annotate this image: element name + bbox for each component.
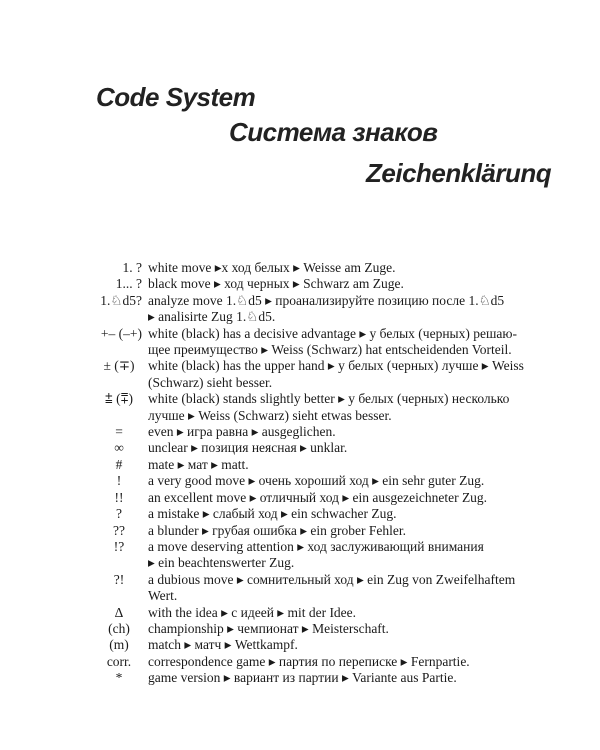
legend-description: analyze move 1.♘d5 ▸ проанализируйте позицию после 1.♘d5 ▸ analisirte Zug 1.♘d5.: [148, 292, 505, 325]
legend-symbol: +– (–+): [100, 325, 142, 341]
legend-symbol: =: [115, 424, 123, 440]
legend-symbol: ⩲ (⩱): [104, 391, 134, 407]
legend-row: [96, 358, 536, 391]
legend-symbol: 1... ?: [115, 276, 142, 292]
legend-row: [96, 391, 536, 424]
legend-symbol: Δ: [114, 604, 124, 620]
legend-description: a mistake ▸ слабый ход ▸ ein schwacher Zug.: [148, 506, 397, 522]
legend-row: [96, 605, 536, 621]
legend-row: [96, 490, 536, 506]
legend-symbol: ± (∓): [103, 358, 135, 374]
legend-description: a dubious move ▸ сомнительный ход ▸ ein Zug von Zweifelhaftem Wert.: [148, 571, 516, 604]
legend-description: game version ▸ вариант из партии ▸ Variante aus Partie.: [148, 670, 457, 686]
legend-symbol: ?: [116, 506, 122, 522]
legend-row: [96, 293, 536, 326]
legend-row: [96, 539, 536, 572]
legend-description: black move ▸ ход черных ▸ Schwarz am Zuge.: [148, 276, 404, 292]
legend-symbol: *: [115, 670, 123, 686]
legend-description: match ▸ матч ▸ Wettkampf.: [148, 637, 298, 653]
legend-symbol: ?!: [113, 571, 125, 587]
legend-description: championship ▸ чемпионат ▸ Meisterschaft.: [148, 620, 389, 636]
legend-row: [96, 473, 536, 489]
legend-row: [96, 326, 536, 359]
legend-description: white move ▸х ход белых ▸ Weisse am Zuge.: [148, 260, 396, 275]
legend-symbol: 1. ?: [122, 260, 142, 275]
legend-description: even ▸ игра равна ▸ ausgeglichen.: [148, 424, 336, 440]
legend-row: [96, 572, 536, 605]
legend-row: [96, 621, 536, 637]
legend-description: an excellent move ▸ отличный ход ▸ ein ausgezeichneter Zug.: [148, 489, 488, 505]
legend-description: white (black) stands slightly better ▸ у белых (черных) несколько лучше ▸ Weiss (Schwarz) sieht etwas besser.: [148, 391, 510, 423]
title-german: Zeichenklärunq: [366, 158, 552, 188]
legend-description: correspondence game ▸ партия по переписке ▸ Fernpartie.: [148, 653, 470, 669]
legend-row: [96, 523, 536, 539]
legend-symbol: #: [115, 456, 123, 472]
legend-row: [96, 440, 536, 456]
legend-description: white (black) has a decisive advantage ▸ у белых (черных) решаю- щее преимущество ▸ Weiss (Schwarz) hat entscheidenden Vorteil.: [148, 325, 517, 358]
title-english: Code System: [96, 82, 256, 112]
legend-symbol: !: [116, 473, 122, 489]
legend-symbol: ∞: [114, 440, 124, 456]
legend-symbol: (m): [109, 637, 129, 653]
legend-row: [96, 506, 536, 522]
legend-row: [96, 670, 536, 686]
legend-row: [96, 654, 536, 670]
legend-description: a blunder ▸ грубая ошибка ▸ ein grober Fehler.: [148, 522, 406, 538]
legend-description: white (black) has the upper hand ▸ у белых (черных) лучше ▸ Weiss (Schwarz) sieht besser.: [148, 358, 524, 390]
legend-description: unclear ▸ позиция неясная ▸ unklar.: [148, 440, 348, 456]
legend-row: [96, 637, 536, 653]
legend-row: [96, 424, 536, 440]
legend-description: mate ▸ мат ▸ matt.: [148, 456, 249, 472]
symbol-legend: [96, 260, 536, 687]
legend-row: [96, 276, 536, 292]
legend-symbol: 1.♘d5?: [100, 292, 142, 308]
legend-description: a very good move ▸ очень хороший ход ▸ ein sehr guter Zug.: [148, 473, 485, 489]
legend-symbol: !?: [113, 538, 125, 554]
legend-symbol: corr.: [106, 653, 132, 669]
legend-symbol: !!: [114, 489, 124, 505]
legend-description: with the idea ▸ с идеей ▸ mit der Idee.: [148, 604, 357, 620]
legend-symbol: ??: [113, 522, 125, 538]
legend-description: a move deserving attention ▸ ход заслуживающий внимания ▸ ein beachtenswerter Zug.: [148, 538, 484, 571]
legend-row: [96, 457, 536, 473]
legend-row: [96, 260, 536, 276]
title-russian: Система знаков: [229, 117, 438, 147]
legend-symbol: (ch): [108, 620, 130, 636]
